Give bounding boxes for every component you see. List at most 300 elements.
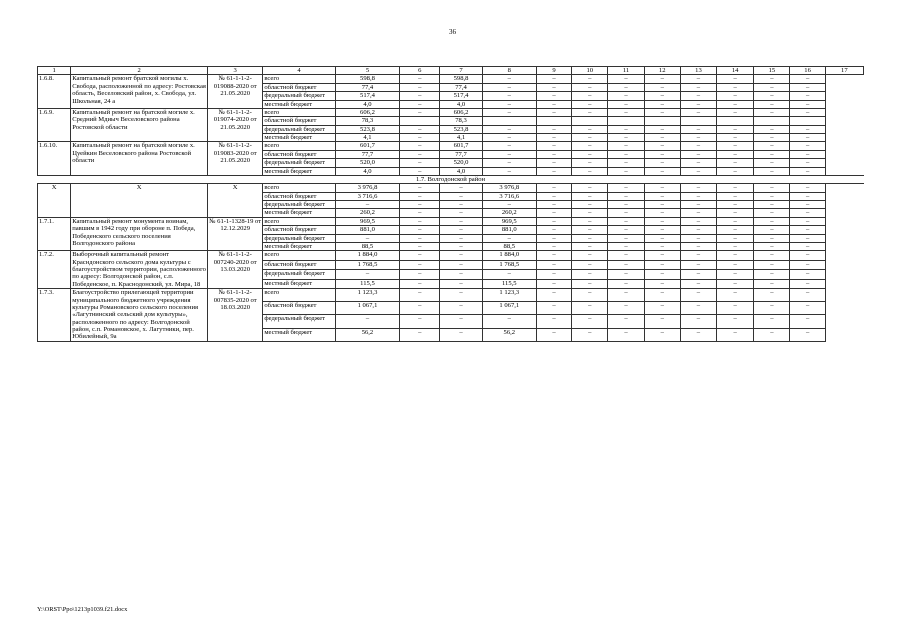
amount-cell: – [608, 234, 644, 242]
amount-cell: – [572, 92, 608, 100]
amount-cell: – [717, 184, 754, 192]
expertise-document: № 61-1-1-2-007240-2020 от 13.03.2020 [208, 251, 263, 289]
table-row [38, 142, 864, 150]
amount-cell: – [572, 201, 608, 209]
amount-cell: – [572, 315, 608, 328]
amount-cell: – [536, 270, 571, 279]
amount-cell: 4,0 [335, 100, 399, 108]
funding-source: местный бюджет [263, 167, 335, 175]
funding-source: федеральный бюджет [263, 201, 335, 209]
amount-cell: 260,2 [482, 209, 536, 217]
amount-cell: – [790, 234, 825, 242]
expertise-document: № 61-1-1328-19 от 12.12.2029 [208, 217, 263, 251]
amount-cell: – [644, 242, 680, 250]
amount-cell: – [482, 83, 536, 91]
amount-cell: – [335, 315, 399, 328]
amount-cell: – [400, 142, 440, 150]
table-row [38, 217, 864, 225]
amount-cell: – [482, 270, 536, 279]
amount-cell: – [680, 279, 716, 288]
amount-cell [717, 117, 754, 125]
amount-cell: – [680, 125, 716, 133]
amount-cell: – [335, 201, 399, 209]
column-number-cell: 1 [38, 67, 71, 75]
amount-cell: – [717, 134, 754, 142]
amount-cell: 4,0 [335, 167, 399, 175]
amount-cell: 4,0 [440, 167, 482, 175]
section-title: 1.7. Волгодонской район [38, 175, 864, 183]
column-number-cell: 10 [572, 67, 608, 75]
amount-cell: – [754, 142, 790, 150]
amount-cell: – [717, 328, 754, 341]
amount-cell: 4,0 [440, 100, 482, 108]
amount-cell: – [536, 192, 571, 200]
amount-cell: – [482, 134, 536, 142]
amount-cell: – [790, 217, 825, 225]
amount-cell: – [440, 328, 482, 341]
amount-cell: – [572, 142, 608, 150]
amount-cell: – [754, 270, 790, 279]
amount-cell: – [754, 251, 790, 260]
item-number: Х [38, 184, 71, 218]
amount-cell: – [536, 184, 571, 192]
amount-cell: – [536, 302, 571, 315]
amount-cell: – [572, 217, 608, 225]
funding-source: федеральный бюджет [263, 125, 335, 133]
amount-cell: – [440, 242, 482, 250]
amount-cell: 56,2 [335, 328, 399, 341]
amount-cell: – [608, 142, 644, 150]
amount-cell: 115,5 [335, 279, 399, 288]
amount-cell: 88,5 [335, 242, 399, 250]
amount-cell: – [400, 251, 440, 260]
amount-cell: – [536, 159, 571, 167]
amount-cell: – [717, 234, 754, 242]
section-row [38, 175, 864, 183]
amount-cell: – [536, 260, 571, 269]
amount-cell: – [608, 302, 644, 315]
amount-cell: – [644, 209, 680, 217]
amount-cell: – [754, 100, 790, 108]
amount-cell: – [482, 315, 536, 328]
column-number-cell: 5 [335, 67, 399, 75]
amount-cell: – [680, 142, 716, 150]
object-name: Капитальный ремонт на братской могиле х. Цуейкин Веселовского района Ростовской области [71, 142, 208, 176]
amount-cell: 520,0 [440, 159, 482, 167]
amount-cell: – [644, 217, 680, 225]
amount-cell: – [644, 192, 680, 200]
amount-cell: 260,2 [335, 209, 399, 217]
amount-cell: – [482, 142, 536, 150]
amount-cell: – [754, 201, 790, 209]
amount-cell: – [536, 217, 571, 225]
amount-cell: – [680, 192, 716, 200]
column-number-cell: 4 [263, 67, 335, 75]
amount-cell: – [680, 134, 716, 142]
amount-cell: – [790, 108, 825, 116]
amount-cell: – [717, 125, 754, 133]
amount-cell: – [754, 315, 790, 328]
amount-cell: – [400, 192, 440, 200]
amount-cell: 969,5 [482, 217, 536, 225]
amount-cell: – [608, 134, 644, 142]
amount-cell: – [536, 242, 571, 250]
amount-cell: – [572, 234, 608, 242]
amount-cell: – [536, 289, 571, 302]
funding-source: всего [263, 108, 335, 116]
amount-cell: – [644, 279, 680, 288]
amount-cell: – [790, 260, 825, 269]
amount-cell: – [680, 92, 716, 100]
column-number-row [38, 67, 864, 75]
amount-cell: – [572, 150, 608, 158]
amount-cell: – [400, 184, 440, 192]
amount-cell: 1 067,1 [482, 302, 536, 315]
amount-cell: – [644, 270, 680, 279]
amount-cell: 881,0 [482, 226, 536, 234]
column-number-cell: 9 [536, 67, 571, 75]
amount-cell: – [440, 226, 482, 234]
amount-cell: – [608, 270, 644, 279]
amount-cell: – [644, 75, 680, 83]
amount-cell: – [644, 315, 680, 328]
amount-cell: 4,1 [335, 134, 399, 142]
file-path-footer: Y:\ORST\Ppo\1213p1039.f21.docx [37, 606, 128, 613]
item-number: 1.6.9. [38, 108, 71, 142]
expertise-document: № 61-1-1-2-019088-2020 от 21.05.2020 [208, 75, 263, 109]
amount-cell: – [440, 279, 482, 288]
amount-cell: – [790, 270, 825, 279]
funding-source: местный бюджет [263, 242, 335, 250]
amount-cell: – [644, 184, 680, 192]
amount-cell: – [717, 192, 754, 200]
amount-cell: 520,0 [335, 159, 399, 167]
page-number: 36 [449, 28, 456, 36]
amount-cell: – [536, 226, 571, 234]
amount-cell: – [608, 159, 644, 167]
object-name: Выборочный капитальный ремонт Красндонского сельского дома культуры с благоустройством территории, расположенного по адресу: Волгодонской район, с.п. Победенское, п. Краснодонский, ул. Мира, 18 [72, 251, 206, 288]
amount-cell: – [790, 92, 825, 100]
amount-cell: – [790, 315, 825, 328]
amount-cell: – [572, 302, 608, 315]
amount-cell: – [400, 289, 440, 302]
amount-cell: – [644, 159, 680, 167]
amount-cell: – [608, 201, 644, 209]
amount-cell: – [790, 75, 825, 83]
amount-cell: – [440, 184, 482, 192]
amount-cell [482, 117, 536, 125]
funding-source: местный бюджет [263, 209, 335, 217]
amount-cell: 3 976,8 [335, 184, 399, 192]
amount-cell: – [482, 125, 536, 133]
amount-cell: – [440, 234, 482, 242]
amount-cell: – [482, 108, 536, 116]
amount-cell: – [400, 201, 440, 209]
amount-cell: – [680, 260, 716, 269]
amount-cell: – [644, 108, 680, 116]
amount-cell: – [680, 270, 716, 279]
amount-cell: 606,2 [440, 108, 482, 116]
amount-cell: – [608, 75, 644, 83]
amount-cell: – [717, 270, 754, 279]
amount-cell: – [790, 184, 825, 192]
amount-cell: – [536, 279, 571, 288]
amount-cell: – [608, 192, 644, 200]
table-row [38, 75, 864, 83]
amount-cell [608, 117, 644, 125]
object-name: Капитальный ремонт монумента воинам, павшим в 1942 году при обороне п. Победа, Победенского сельского поселения Волгодонского района [71, 217, 208, 251]
amount-cell: – [717, 289, 754, 302]
amount-cell: – [680, 83, 716, 91]
funding-source: федеральный бюджет [263, 159, 335, 167]
amount-cell: – [717, 83, 754, 91]
amount-cell: – [754, 159, 790, 167]
amount-cell: – [400, 150, 440, 158]
amount-cell: – [644, 92, 680, 100]
amount-cell: – [572, 251, 608, 260]
amount-cell: – [644, 260, 680, 269]
amount-cell: – [536, 315, 571, 328]
amount-cell: – [440, 209, 482, 217]
amount-cell: – [572, 134, 608, 142]
amount-cell: 115,5 [482, 279, 536, 288]
funding-source: всего [263, 142, 335, 150]
amount-cell: – [335, 234, 399, 242]
amount-cell: – [400, 302, 440, 315]
amount-cell: – [644, 83, 680, 91]
amount-cell: – [335, 270, 399, 279]
amount-cell: – [790, 279, 825, 288]
amount-cell: – [536, 234, 571, 242]
amount-cell: – [572, 260, 608, 269]
funding-source: местный бюджет [263, 100, 335, 108]
item-number: 1.7.3. [38, 289, 71, 342]
amount-cell: – [608, 125, 644, 133]
amount-cell: – [680, 159, 716, 167]
amount-cell: – [400, 209, 440, 217]
amount-cell: – [572, 184, 608, 192]
amount-cell: – [717, 242, 754, 250]
table-row [38, 251, 864, 260]
column-number-cell: 8 [482, 67, 536, 75]
amount-cell: – [536, 134, 571, 142]
item-number: 1.6.10. [38, 142, 71, 176]
amount-cell: 1 768,5 [482, 260, 536, 269]
funding-source: местный бюджет [263, 279, 335, 288]
amount-cell: – [790, 289, 825, 302]
amount-cell: – [754, 150, 790, 158]
amount-cell: – [717, 75, 754, 83]
amount-cell: – [680, 100, 716, 108]
column-number-cell: 3 [208, 67, 263, 75]
table-row [38, 184, 864, 192]
amount-cell: 56,2 [482, 328, 536, 341]
amount-cell: – [536, 92, 571, 100]
funding-source: всего [263, 75, 335, 83]
table-row [38, 289, 864, 302]
amount-cell: – [790, 159, 825, 167]
amount-cell: – [644, 328, 680, 341]
amount-cell [536, 117, 571, 125]
amount-cell: – [572, 83, 608, 91]
funding-source: местный бюджет [263, 328, 335, 341]
amount-cell: – [680, 217, 716, 225]
budget-table [37, 66, 864, 342]
amount-cell: – [754, 279, 790, 288]
amount-cell [790, 117, 825, 125]
amount-cell: – [536, 167, 571, 175]
amount-cell: – [536, 125, 571, 133]
amount-cell: 517,4 [335, 92, 399, 100]
amount-cell: – [790, 209, 825, 217]
amount-cell: 598,8 [335, 75, 399, 83]
amount-cell: – [536, 150, 571, 158]
amount-cell: – [680, 184, 716, 192]
amount-cell: 3 716,6 [335, 192, 399, 200]
amount-cell: – [717, 302, 754, 315]
amount-cell: – [754, 75, 790, 83]
amount-cell: – [790, 251, 825, 260]
amount-cell: – [644, 134, 680, 142]
amount-cell: – [717, 150, 754, 158]
amount-cell: – [608, 279, 644, 288]
column-number-cell: 15 [754, 67, 790, 75]
amount-cell: – [680, 75, 716, 83]
amount-cell: 4,1 [440, 134, 482, 142]
amount-cell: – [608, 83, 644, 91]
amount-cell: – [717, 315, 754, 328]
amount-cell: 517,4 [440, 92, 482, 100]
amount-cell: – [572, 159, 608, 167]
funding-source: областной бюджет [263, 302, 335, 315]
amount-cell: – [440, 251, 482, 260]
amount-cell: – [608, 209, 644, 217]
amount-cell: – [572, 125, 608, 133]
amount-cell: – [440, 260, 482, 269]
amount-cell: – [482, 75, 536, 83]
item-number: 1.6.8. [38, 75, 71, 109]
amount-cell: 3 976,8 [482, 184, 536, 192]
amount-cell: – [572, 108, 608, 116]
funding-source: областной бюджет [263, 117, 335, 125]
amount-cell: – [400, 83, 440, 91]
amount-cell: – [754, 289, 790, 302]
amount-cell: – [440, 289, 482, 302]
amount-cell: – [680, 251, 716, 260]
amount-cell: – [644, 150, 680, 158]
amount-cell: – [400, 167, 440, 175]
column-number-cell: 12 [644, 67, 680, 75]
object-name: Благоустройство прилегающей территории муниципального бюджетного учреждения культуры Романовского сельского поселения «Лагутнинский сельский дом культуры», расположенного по адресу: Волгодонской район, с.п. Романовское, х. Лагутники, пер. Юбилейный, 9а [71, 289, 208, 342]
amount-cell: – [717, 100, 754, 108]
amount-cell: – [790, 100, 825, 108]
amount-cell: – [717, 142, 754, 150]
amount-cell: 78,3 [335, 117, 399, 125]
amount-cell: 523,8 [440, 125, 482, 133]
amount-cell: – [536, 83, 571, 91]
expertise-document: № 61-1-1-2-019083-2020 от 21.05.2020 [208, 142, 263, 176]
amount-cell: – [644, 125, 680, 133]
amount-cell: 598,8 [440, 75, 482, 83]
amount-cell: 77,7 [335, 150, 399, 158]
amount-cell: – [608, 260, 644, 269]
funding-source: всего [263, 251, 335, 260]
amount-cell: 601,7 [440, 142, 482, 150]
amount-cell: – [608, 100, 644, 108]
amount-cell: – [717, 251, 754, 260]
amount-cell: – [790, 142, 825, 150]
amount-cell: – [717, 167, 754, 175]
amount-cell [680, 117, 716, 125]
amount-cell: – [717, 201, 754, 209]
amount-cell: – [790, 150, 825, 158]
amount-cell: – [572, 75, 608, 83]
amount-cell: – [608, 217, 644, 225]
amount-cell: – [717, 260, 754, 269]
amount-cell: – [754, 209, 790, 217]
amount-cell: – [644, 226, 680, 234]
column-number-cell: 6 [400, 67, 440, 75]
expertise-document: № 61-1-1-2-007835-2020 от 18.03.2020 [208, 289, 263, 342]
amount-cell: – [790, 134, 825, 142]
amount-cell: 1 123,3 [482, 289, 536, 302]
amount-cell: – [790, 167, 825, 175]
amount-cell: – [644, 100, 680, 108]
amount-cell: – [754, 217, 790, 225]
funding-source: федеральный бюджет [263, 234, 335, 242]
amount-cell: – [680, 289, 716, 302]
amount-cell: – [680, 328, 716, 341]
amount-cell: – [572, 242, 608, 250]
amount-cell: – [644, 201, 680, 209]
amount-cell: – [482, 159, 536, 167]
amount-cell: – [790, 201, 825, 209]
amount-cell: – [536, 142, 571, 150]
column-number-cell: 13 [680, 67, 716, 75]
amount-cell: – [572, 167, 608, 175]
amount-cell: – [754, 242, 790, 250]
amount-cell: – [572, 289, 608, 302]
amount-cell [572, 117, 608, 125]
amount-cell [400, 117, 440, 125]
amount-cell: – [754, 184, 790, 192]
amount-cell: – [400, 234, 440, 242]
funding-source: областной бюджет [263, 260, 335, 269]
amount-cell: – [680, 108, 716, 116]
amount-cell: – [754, 192, 790, 200]
amount-cell: – [400, 125, 440, 133]
amount-cell: – [536, 75, 571, 83]
amount-cell: – [717, 159, 754, 167]
funding-source: федеральный бюджет [263, 270, 335, 279]
amount-cell: – [400, 100, 440, 108]
amount-cell: – [608, 92, 644, 100]
funding-source: местный бюджет [263, 134, 335, 142]
amount-cell: – [680, 226, 716, 234]
amount-cell: – [717, 108, 754, 116]
funding-source: областной бюджет [263, 226, 335, 234]
amount-cell: – [440, 315, 482, 328]
amount-cell: – [400, 108, 440, 116]
amount-cell: – [608, 251, 644, 260]
column-number-cell: 7 [440, 67, 482, 75]
amount-cell: – [400, 226, 440, 234]
amount-cell: – [754, 134, 790, 142]
amount-cell: – [754, 302, 790, 315]
amount-cell [754, 117, 790, 125]
amount-cell: – [790, 226, 825, 234]
amount-cell: – [790, 242, 825, 250]
